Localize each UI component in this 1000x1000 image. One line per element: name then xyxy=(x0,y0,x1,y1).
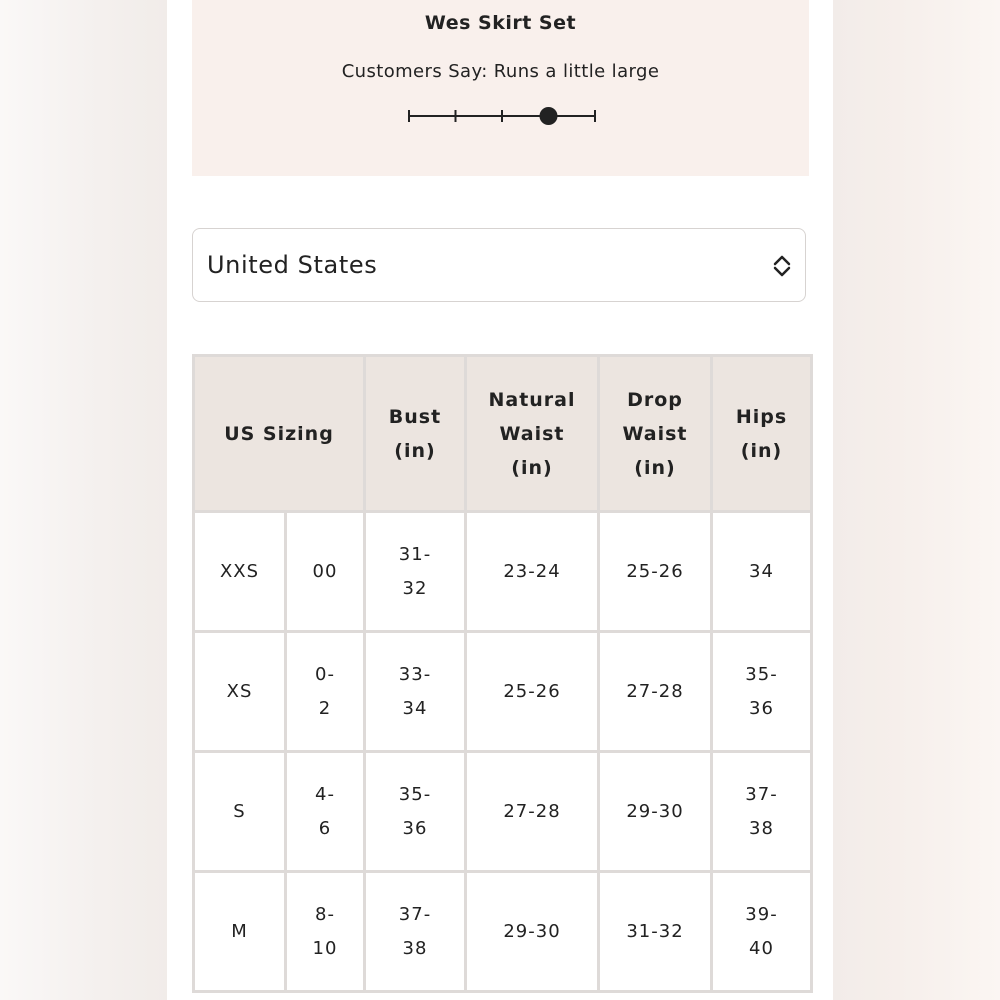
header-us-sizing: US Sizing xyxy=(194,356,365,512)
table-row xyxy=(194,512,812,632)
natural-waist-cell: 23-24 xyxy=(466,512,599,632)
us-size-cell: 4- 6 xyxy=(286,752,365,872)
us-size-cell: 8- 10 xyxy=(286,872,365,992)
country-select-value: United States xyxy=(207,251,378,279)
hips-cell: 34 xyxy=(712,512,812,632)
hips-cell: 35- 36 xyxy=(712,632,812,752)
us-size-cell: 00 xyxy=(286,512,365,632)
size-cell: M xyxy=(194,872,286,992)
header-bust: Bust (in) xyxy=(365,356,466,512)
product-name: Wes Skirt Set xyxy=(424,12,577,34)
page-background-right xyxy=(832,0,1000,1000)
size-guide-panel xyxy=(167,0,833,1000)
natural-waist-cell: 29-30 xyxy=(466,872,599,992)
fit-scale xyxy=(407,104,597,128)
table-header-row xyxy=(194,356,812,512)
table-row xyxy=(194,752,812,872)
hips-cell: 37- 38 xyxy=(712,752,812,872)
page-background-left xyxy=(0,0,168,1000)
header-drop-waist: Drop Waist (in) xyxy=(599,356,712,512)
drop-waist-cell: 25-26 xyxy=(599,512,712,632)
drop-waist-cell: 29-30 xyxy=(599,752,712,872)
bust-cell: 35- 36 xyxy=(365,752,466,872)
header-natural-waist: Natural Waist (in) xyxy=(466,356,599,512)
size-cell: XXS xyxy=(194,512,286,632)
country-select[interactable] xyxy=(192,228,806,302)
drop-waist-cell: 31-32 xyxy=(599,872,712,992)
size-chart-table xyxy=(192,354,813,993)
natural-waist-cell: 25-26 xyxy=(466,632,599,752)
size-cell: XS xyxy=(194,632,286,752)
fit-summary-text: Customers Say: Runs a little large xyxy=(341,61,660,82)
natural-waist-cell: 27-28 xyxy=(466,752,599,872)
fit-indicator-dot xyxy=(540,107,558,125)
bust-cell: 31- 32 xyxy=(365,512,466,632)
header-hips: Hips (in) xyxy=(712,356,812,512)
bust-cell: 37- 38 xyxy=(365,872,466,992)
table-row xyxy=(194,632,812,752)
us-size-cell: 0- 2 xyxy=(286,632,365,752)
size-cell: S xyxy=(194,752,286,872)
table-row xyxy=(194,872,812,992)
fit-summary-card xyxy=(192,0,809,176)
chevron-up-down-icon xyxy=(771,254,793,278)
bust-cell: 33- 34 xyxy=(365,632,466,752)
drop-waist-cell: 27-28 xyxy=(599,632,712,752)
hips-cell: 39- 40 xyxy=(712,872,812,992)
